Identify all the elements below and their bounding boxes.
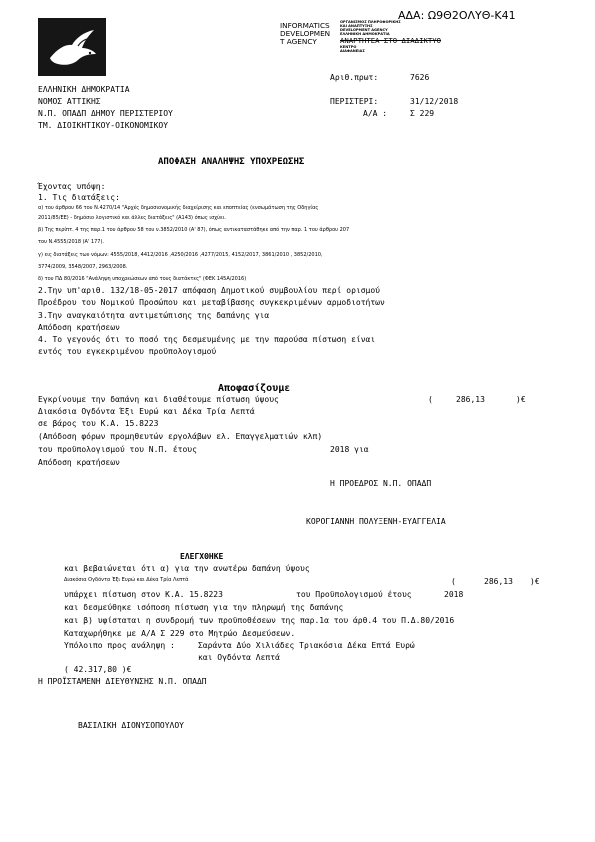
balance-label: Υπόλοιπο προς ανάληψη : (64, 641, 175, 650)
provision-line-7: δ) του ΠΔ 80/2016 "Ανάληψη υποχρεώσεων από τους διατάκτες" (ΦΕΚ 145Α/2016) (38, 276, 247, 282)
agency-logo-tiny1: ΟΡΓΑΝΙΣΜΟΣ ΠΛΗΡΟΦΟΡΙΚΗΣ (340, 20, 401, 24)
header-line-4: ΤΜ. ΔΙΟΙΚΗΤΙΚΟΥ-ΟΙΚΟΝΟΜΙΚΟΥ (38, 121, 169, 130)
item-1-heading: 1. Τις διατάξεις: (38, 193, 120, 202)
agency-logo-tiny3: DEVELOPMENT AGENCY (340, 28, 388, 32)
provision-line-4: του Ν.4555/2018 (Α' 177). (38, 239, 105, 245)
item-4-line-2: εντός του εγκεκριμένου προϋπολογισμού (38, 347, 217, 356)
agency-logo-line2: DEVELOPMEN (280, 29, 331, 38)
document-date: 31/12/2018 (410, 97, 459, 106)
provision-line-1: α) του άρθρου 66 του Ν.4270/14 "Αρχές δημοσιονομικής διαχείρισης και εποπτείας (ενσωμάτωση της Οδηγίας (38, 205, 319, 211)
budget-year: 2018 για (330, 445, 369, 454)
posted-online-stamp: ΑΝΑΡΤΗΤΕΑ ΣΤΟ ΔΙΑΔΙΚΤΥΟ (340, 36, 442, 45)
protocol-number: 7626 (410, 73, 430, 82)
amount-close: )€ (516, 395, 526, 404)
agency-logo-tiny2: ΚΑΙ ΑΝΑΠΤΥΞΗΣ (340, 24, 373, 28)
ada-code: ΑΔΑ: Ω9Θ2ΟΛΥΘ-Κ41 (398, 9, 516, 22)
balance-words-1: Σαράντα Δύο Χιλιάδες Τριακόσια Δέκα Επτά Ευρώ (198, 641, 415, 650)
amount-open: ( (428, 395, 433, 404)
agency-logo-line3: T AGENCY (280, 37, 317, 46)
approve-line: Εγκρίνουμε την δαπάνη και διαθέτουμε πίστωση ύψους (38, 395, 279, 404)
credit-budget: του Προϋπολογισμού έτους (296, 590, 412, 599)
president-title: Η ΠΡΟΕΔΡΟΣ Ν.Π. ΟΠΑΔΠ (330, 479, 432, 488)
protocol-label: Αριθ.πρωτ: (330, 73, 379, 82)
budget-line: του προϋπολογισμού του Ν.Π. έτους (38, 445, 197, 454)
city-label: ΠΕΡΙΣΤΕΡΙ: (330, 97, 379, 106)
verify-amount-open: ( (451, 577, 456, 586)
credit-line: υπάρχει πίστωση στον Κ.Α. 15.8223 (64, 590, 223, 599)
amount-in-words: Διακόσια Ογδόντα Έξι Ευρώ και Δέκα Τρία Λεπτά (38, 407, 255, 416)
director-title: Η ΠΡΟΪΣΤΑΜΕΝΗ ΔΙΕΥΘΥΝΣΗΣ Ν.Π. ΟΠΑΔΠ (38, 677, 207, 686)
aa-label: Α/Α : (363, 109, 388, 118)
having-regard-heading: Έχοντας υπόψη: (38, 182, 106, 191)
commit-line: και δεσμεύθηκε ισόποση πίστωση για την πληρωμή της δαπάνης (64, 603, 344, 612)
dove-icon (38, 18, 106, 76)
verify-line: και βεβαιώνεται ότι α) για την ανωτέρω δαπάνη ύψους (64, 564, 310, 573)
expense-description: (Απόδοση φόρων προμηθευτών εργολάβων ελ. Επαγγελματιών κλπ) (38, 432, 323, 441)
register-line: Καταχωρήθηκε με Α/Α Σ 229 στο Μητρώο Δεσμεύσεων. (64, 629, 296, 638)
item-2-line-2: Προέδρου του Νομικού Προσώπου και μεταβίβασης συγκεκριμένων αρμοδιοτήτων (38, 298, 385, 307)
aa-number: Σ 229 (410, 109, 435, 118)
approved-amount: 286,13 (456, 395, 485, 404)
verify-amount-words: Διακόσια Ογδόντα Έξι Ευρώ και Δέκα Τρία Λεπτά (64, 577, 189, 583)
header-line-3: Ν.Π. ΟΠΑΔΠ ΔΗΜΟΥ ΠΕΡΙΣΤΕΡΙΟΥ (38, 109, 173, 118)
provision-line-3: β) Της περίπτ. 4 της παρ.1 του άρθρου 58 του ν.3852/2010 (Α' 87), όπως αντικαταστάθηκε από την παρ. 1 του άρθρου 207 (38, 227, 350, 233)
director-name: ΒΑΣΙΛΙΚΗ ΔΙΟΝΥΣΟΠΟΥΛΟΥ (78, 721, 184, 730)
item-2-line-1: 2.Την υπ'αριθ. 132/18-05-2017 απόφαση Δημοτικού συμβουλίου περί ορισμού (38, 286, 380, 295)
agency-logo-tiny6: ΔΙΑΦΑΝΕΙΑΣ (340, 49, 365, 53)
charge-account-line: σε βάρος του Κ.Α. 15.8223 (38, 419, 159, 428)
balance-words-2: και Ογδόντα Λεπτά (198, 653, 280, 662)
provision-line-2: 2011/85/ΕΕ) - δημόσιο λογιστικό και άλλες διατάξεις" (Α143) όπως ισχύει. (38, 215, 227, 221)
document-title: ΑΠΟΦΑΣΗ ΑΝΑΛΗΨΗΣ ΥΠΟΧΡΕΩΣΗΣ (158, 157, 305, 167)
agency-logo-tiny4: ΕΛΛΗΝΙΚΗ ΔΗΜΟΚΡΑΤΙΑ (340, 32, 390, 36)
president-name: ΚΟΡΟΓΙΑΝΝΗ ΠΟΛΥΞΕΝΗ-ΕΥΑΓΓΕΛΙΑ (306, 517, 446, 526)
balance-amount: ( 42.317,80 )€ (64, 665, 132, 674)
item-3-line-2: Απόδοση κρατήσεων (38, 323, 120, 332)
conditions-line: και β) υφίσταται η συνδρομή των προϋποθέσεων της παρ.1α του άρθ.4 του Π.Δ.80/2016 (64, 616, 455, 625)
credit-year: 2018 (444, 590, 464, 599)
provision-line-5: γ) εις διατάξεις των νόμων: 4555/2018, 4412/2016 ,4250/2016 ,4277/2015, 4152/2017, 3861/2010 , 3852/2010, (38, 252, 323, 258)
expense-purpose: Απόδοση κρατήσεων (38, 458, 120, 467)
agency-logo-tiny5: ΚΕΝΤΡΟ (340, 45, 357, 49)
decide-heading: Αποφασίζουμε (218, 383, 291, 394)
item-4-line-1: 4. Το γεγονός ότι το ποσό της δεσμευμένης με την παρούσα πίστωση είναι (38, 335, 376, 344)
header-line-1: ΕΛΛΗΝΙΚΗ ΔΗΜΟΚΡΑΤΙΑ (38, 85, 130, 94)
item-3-line-1: 3.Την αναγκαιότητα αντιμετώπισης της δαπάνης για (38, 311, 270, 320)
dove-logo (38, 18, 106, 76)
provision-line-6: 3774/2009, 3548/2007, 2963/2008. (38, 264, 128, 270)
agency-logo-line1: INFORMATICS (280, 21, 330, 30)
checked-heading: ΕΛΕΓΧΘΗΚΕ (180, 552, 224, 561)
verify-amount-close: )€ (530, 577, 540, 586)
verify-amount: 286,13 (484, 577, 513, 586)
header-line-2: ΝΟΜΟΣ ΑΤΤΙΚΗΣ (38, 97, 101, 106)
